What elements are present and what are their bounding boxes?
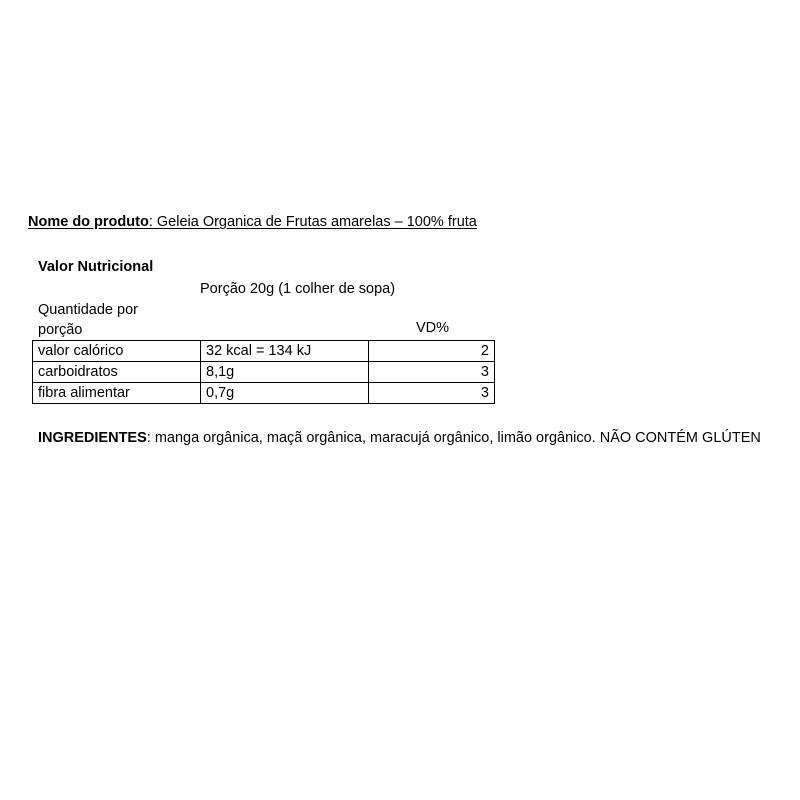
ingredients-label: INGREDIENTES (38, 430, 147, 446)
table-row (33, 383, 495, 404)
quantity-per-portion-label (38, 300, 138, 340)
nutrient-vd: 3 (369, 383, 495, 404)
quantity-label-line2: porção (38, 322, 83, 338)
nutrient-vd: 2 (369, 341, 495, 362)
nutrient-amount: 32 kcal = 134 kJ (201, 341, 369, 362)
product-name-line (28, 214, 477, 230)
product-name-label: Nome do produto (28, 214, 149, 230)
nutrient-vd: 3 (369, 362, 495, 383)
portion-size: Porção 20g (1 colher de sopa) (200, 281, 396, 297)
nutrient-name: valor calórico (33, 341, 201, 362)
table-row (33, 341, 495, 362)
nutrient-name: carboidratos (33, 362, 201, 383)
ingredients-line (38, 430, 761, 446)
nutrition-table (32, 340, 495, 404)
vd-percent-header: VD% (416, 320, 450, 336)
quantity-label-line1: Quantidade por (38, 302, 138, 318)
nutrition-title: Valor Nutricional (38, 259, 154, 275)
nutrient-amount: 8,1g (201, 362, 369, 383)
product-name-value: : Geleia Organica de Frutas amarelas – 100% fruta (148, 214, 477, 230)
ingredients-text: : manga orgânica, maçã orgânica, maracujá orgânico, limão orgânico. NÃO CONTÉM GLÚTEN (146, 430, 761, 446)
table-row (33, 362, 495, 383)
nutrient-name: fibra alimentar (33, 383, 201, 404)
nutrient-amount: 0,7g (201, 383, 369, 404)
